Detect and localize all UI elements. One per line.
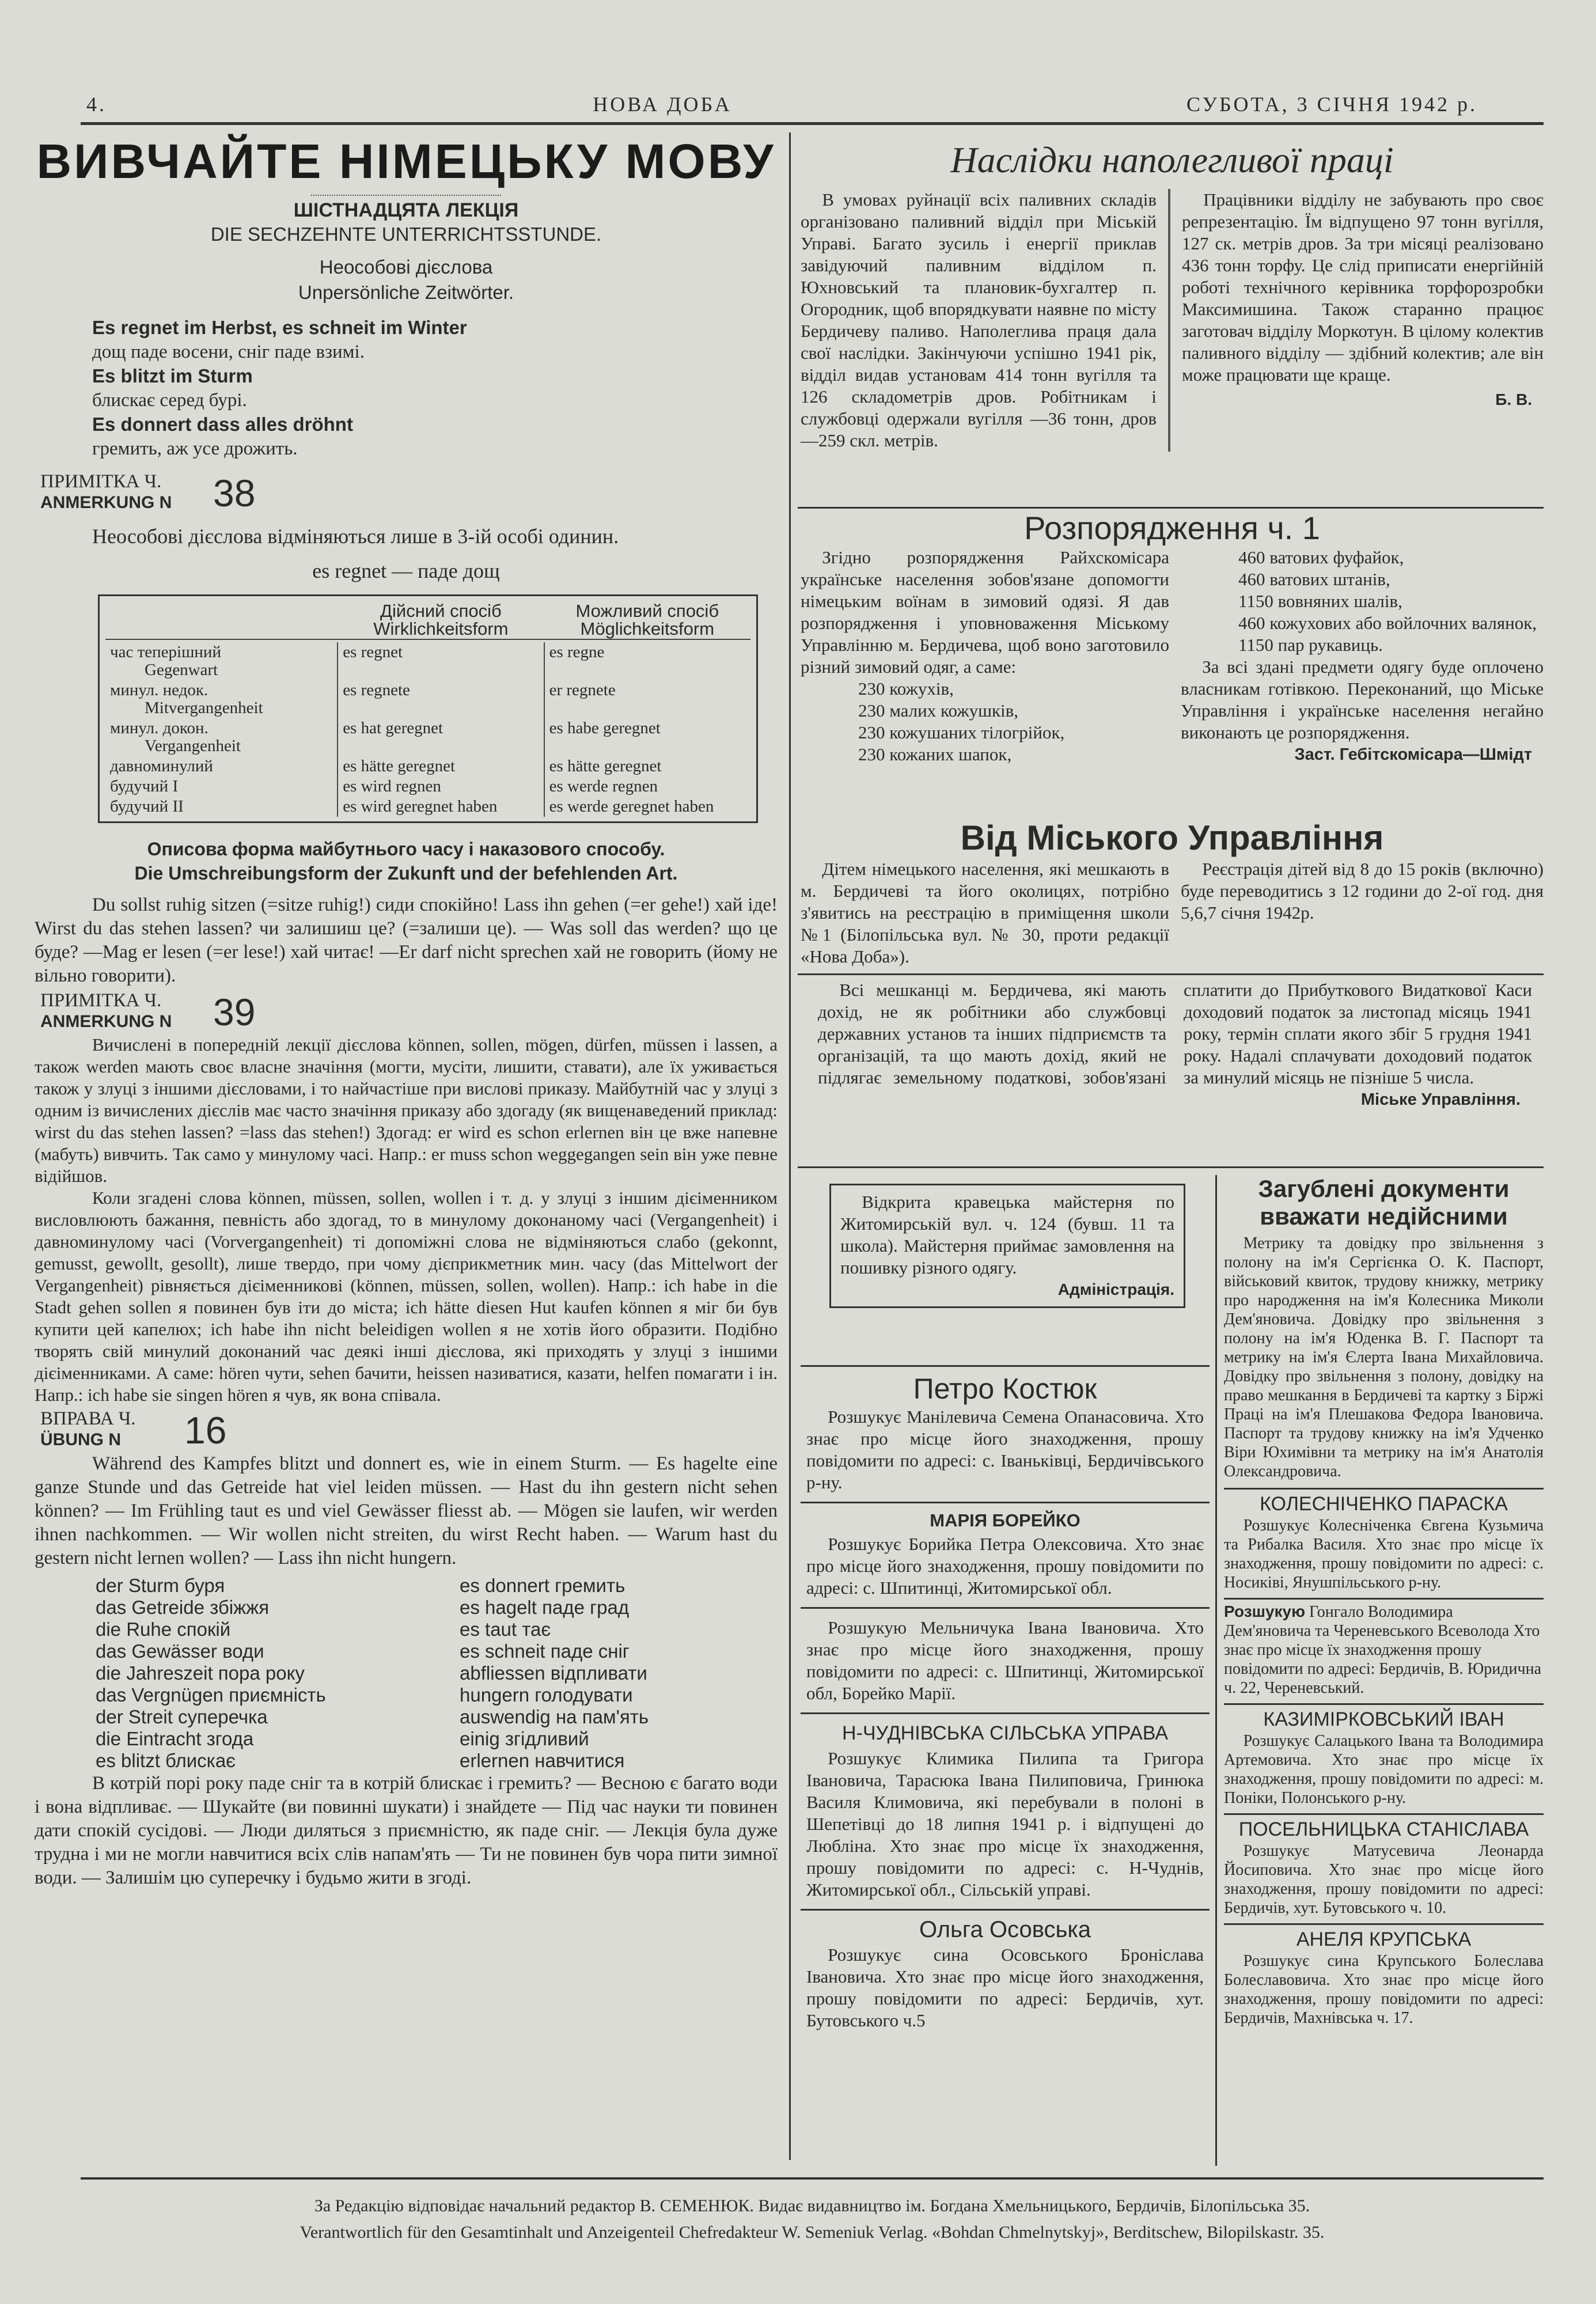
wanted-ad — [801, 1712, 1210, 1909]
example-de: Es regnet im Herbst, es schneit im Winter — [92, 317, 467, 338]
order-signature: Заст. Гебітскомісара—Шмідт — [1294, 745, 1532, 764]
order-item: 230 кожухів, — [858, 679, 954, 699]
vocab-word: hungern голодувати — [460, 1684, 633, 1706]
german-lesson — [35, 134, 778, 1890]
vocab-word: auswendig на пам'ять — [460, 1706, 649, 1727]
lost-docs-text: Метрику та довідку про звільнення з полону на ім'я Сергієнка О. К. Паспорт, військовий квиток, трудову книжку, метрику про народження на ім'я Колесника Миколи Дем'яновича. Довідку про звільнення з полону на ім'я Юденка В. Г. Паспорт та метрику на ім'я Єлерта Івана Михайловича. Довідку про звільнення з полону, довідку на право мешкання в Бердичеві та картку з Біржі Праці на ім'я Плешакова Федора Івановича. Паспорт та трудову книжку на ім'я Удченко Віри Юхимівни та метрику на ім'я Анатолія Олександровича. — [1224, 1234, 1544, 1480]
vocab-row — [92, 1750, 652, 1772]
topic-de: Unpersönliche Zeitwörter. — [298, 282, 514, 303]
wanted-ad-title: МАРІЯ БОРЕЙКО — [930, 1510, 1081, 1530]
order-item: 230 кожушаних тілогрійок, — [858, 722, 1065, 742]
order-item: 460 кожухових або войлочних валянок, — [1238, 613, 1537, 633]
vocab-row — [92, 1662, 652, 1684]
vocab-word: es schneit паде сніг — [460, 1640, 630, 1662]
title-divider — [311, 195, 501, 196]
vocab-row — [92, 1728, 652, 1750]
exercise-heading — [35, 1408, 778, 1452]
wanted-ad — [801, 1607, 1210, 1712]
note-label: ПРИМІТКА Ч. — [40, 990, 162, 1011]
tailor-ad — [829, 1184, 1185, 1308]
table-cell: es habe geregnet — [544, 718, 750, 756]
table-row — [105, 718, 750, 756]
table-row — [105, 756, 750, 776]
vocab-word: das Gewässer води — [96, 1640, 264, 1662]
order-item: 1150 пар рукавиць. — [1238, 635, 1383, 655]
table-cell: es regnete — [338, 680, 544, 718]
fuel-signature: Б. В. — [1495, 391, 1532, 408]
vocab-word: es blitzt блискає — [96, 1750, 236, 1771]
fuel-article — [801, 137, 1544, 452]
wanted-ad-text: Розшукує Климика Пилипа та Григора Івановича, Тарасюка Івана Пилиповича, Гринюка Василя Климовича, які перебували в полоні в Шепетівці до 18 липня 1941 р. і відпущені до Любліна. Хто знає про місце їх знаходження, прошу повідомити по адресі: с. Н-Чуднів, Житомирської обл., Сільській управі. — [806, 1748, 1204, 1900]
small-ad-title: КАЗИМІРКОВСЬКИЙ ІВАН — [1263, 1708, 1504, 1730]
table-cell: es hätte geregnet — [338, 756, 544, 776]
table-cell: es regnet — [338, 642, 544, 680]
vocab-row — [92, 1597, 652, 1619]
conjugation-table — [98, 594, 758, 823]
wanted-ad — [801, 1365, 1210, 1502]
lost-docs-title: Загублені документи вважати недійсними — [1258, 1175, 1510, 1230]
tense-label-de: Vergangenheit — [145, 737, 241, 755]
wanted-ad-text: Розшукує Манілевича Семена Опанасовича. Хто знає про місце його знаходження, прошу повідомити по адресі: с. Іваньківці, Бердичівського р-ну. — [806, 1407, 1204, 1492]
wanted-ad-title: Ольга Осовська — [919, 1917, 1091, 1942]
example-de: Es blitzt im Sturm — [92, 365, 253, 386]
vocab-word: es hagelt паде град — [460, 1597, 630, 1618]
city-announcement — [801, 818, 1544, 968]
exercise-text-ua: В котрій порі року паде сніг та в котрій блискає і гремить? — Весною є багато води і вона відпливає. — Шукайте (ви повинні шукати) і знайдете — Під час науки ти повинен дати спокій сусідові. — Люди диляться з приємністю, як паде сніг. — Лекція була дуже трудна і ми не могли навчитися всіх слів напам'ять — Ти не повинен був чора пити зимної води. — Залишім цю суперечку і будьмо жити в згоді. — [35, 1773, 778, 1888]
wanted-ad-title: Н-ЧУДНІВСЬКА СІЛЬСЬКА УПРАВА — [842, 1722, 1168, 1744]
col-header-indicative: Дійсний спосіб — [380, 601, 502, 621]
small-ad — [1224, 1703, 1544, 1807]
order-text: Згідно розпорядження Райхскомісара українське населення зобов'язане допомогти німецьким воїнам в зимовий одязі. Я дав розпорядження і уповноваження Міському Управлінню м. Бердичева, щоб воно заготовило різний зимовий одяг, а саме: — [801, 547, 1169, 677]
column-divider — [1215, 1175, 1217, 2166]
wanted-ad-text: Розшукує Борийка Петра Олексовича. Хто знає про місце його знаходження, прошу повідомити по адресі: с. Шпитинці, Житомирської обл. — [806, 1534, 1204, 1598]
tax-notice — [818, 979, 1532, 1111]
tailor-signature: Адміністрація. — [1057, 1280, 1174, 1298]
tense-label: минул. докон. — [110, 719, 208, 737]
vocab-word: das Vergnügen приємність — [96, 1684, 326, 1706]
vocab-word: die Ruhe спокій — [96, 1619, 231, 1640]
small-ad-title: ПОСЕЛЬНИЦЬКА СТАНІСЛАВА — [1238, 1818, 1529, 1840]
table-cell: es hat geregnet — [338, 718, 544, 756]
wanted-ad-text: Розшукую Мельничука Івана Івановича. Хто знає про місце його знаходження, прошу повідомити по адресі: с. Шпитинці, Житомирської обл, Борейко Марії. — [806, 1617, 1204, 1703]
note-38-example: es regnet — паде дощ — [312, 559, 500, 582]
small-ad — [1224, 1923, 1544, 2028]
table-cell: er regnete — [544, 680, 750, 718]
tailor-text: Відкрита кравецька майстерня по Житомирській вул. ч. 124 (бувш. 11 та школа). Майстерня приймає замовлення на пошивку різного одягу. — [840, 1192, 1174, 1278]
col-header-subjunctive: Можливий спосіб — [575, 601, 719, 621]
future-heading-de: Die Umschreibungsform der Zukunft und der befehlenden Art. — [134, 863, 678, 884]
newspaper-name: НОВА ДОБА — [593, 93, 732, 116]
fuel-text-col2: Працівники відділу не забувають про своє репрезентацію. Їм відпущено 97 тонн вугілля, 127 ск. метрів дров. За три місяці реалізовано 436 тонн торфу. Це слід приписати енергійній роботі технічного керівника торфорозробки Максимишина. Також старанно працює заготовач відділу Моркотун. В цілому колектив паливного відділу — здібний колектив; але він може працювати ще краще. — [1182, 190, 1544, 385]
table-cell: es wird geregnet haben — [338, 797, 544, 817]
small-ad-title: КОЛЕСНІЧЕНКО ПАРАСКА — [1260, 1493, 1508, 1515]
vocab-word: die Jahreszeit пора року — [96, 1662, 305, 1684]
column-divider — [789, 132, 791, 2160]
note-39-heading — [35, 990, 778, 1034]
example-ua: дощ паде восени, сніг паде взимі. — [92, 342, 365, 362]
note-number: 38 — [213, 472, 256, 514]
section-rule — [798, 973, 1544, 975]
col-header-indicative-de: Wirklichkeitsform — [373, 619, 509, 639]
lesson-number-de: DIE SECHZEHNTE UNTERRICHTSSTUNDE. — [210, 223, 602, 245]
note-number: 39 — [213, 991, 256, 1033]
note-38-heading — [35, 471, 778, 515]
vocab-word: der Streit суперечка — [96, 1706, 268, 1727]
vocabulary-table — [92, 1575, 652, 1772]
tense-label-de: Mitvergangenheit — [145, 699, 263, 717]
city-headline: Від Міського Управління — [960, 818, 1384, 857]
order-announcement — [801, 510, 1544, 766]
lesson-headline: ВИВЧАЙТЕ НІМЕЦЬКУ МОВУ — [36, 134, 776, 188]
small-ad — [1224, 1598, 1544, 1697]
city-text-col1: Дітем німецького населення, які мешкають в м. Бердичеві та його околицях, потрібно з'явитись на реєстрацію в приміщення школи №1 (Білопільська вул. № 30, проти редакції «Нова Доба»). — [801, 859, 1169, 967]
table-cell: es werde geregnet haben — [544, 797, 750, 817]
tax-text: Всі мешканці м. Бердичева, які мають дохід, не як робітники або службовці державних установ та інших підприємств та організацій, та що мають дохід, який не підлягає земельному податкові, зобов'язані сплатити до Прибуткового Видаткової Каси доходовий податок за листопад місяць 1941 року, термін сплати якого збіг 5 грудня 1941 року. Надалі сплачувати доходовий податок за минулий місяць не пізніше 5 числа. — [818, 980, 1532, 1087]
future-text: Du sollst ruhig sitzen (=sitze ruhig!) сиди спокійно! Lass ihn gehen (=er gehe!) хай іде! Wirst du das stehen lassen? чи залишиш це? (=залиши це). — Was soll das werden? що це буде? —Mag er lesen (=er lese!) хай читає! —Er darf nicht sprechen хай не говорить (йому не вільно говорити). — [35, 895, 778, 986]
wanted-ad — [801, 1502, 1210, 1607]
examples-block — [92, 316, 778, 461]
page-number: 4. — [86, 93, 107, 116]
footer-rule — [81, 2177, 1544, 2180]
lesson-number-ua: ШІСТНАДЦЯТА ЛЕКЦІЯ — [293, 199, 519, 221]
tense-label: будучий I — [110, 777, 179, 795]
vocab-word: abfliessen відпливати — [460, 1662, 647, 1684]
small-ad-text: Розшукує Матусевича Леонарда Йосиповича. Хто знає про місце його знаходження, прошу повідомити по адресі: Бердичів, хут. Бутовського ч. 10. — [1224, 1842, 1544, 1917]
small-ad-text: Розшукує Салацького Івана та Володимира Артемовича. Хто знає про місце їх знаходження, прошу повідомити по адресі: м. Поніки, Полонського р-ну. — [1224, 1732, 1544, 1807]
vocab-word: der Sturm буря — [96, 1575, 225, 1596]
issue-date: СУБОТА, 3 СІЧНЯ 1942 р. — [1186, 93, 1478, 116]
vocab-word: es donnert гремить — [460, 1575, 625, 1596]
vocab-row — [92, 1684, 652, 1706]
vocab-word: das Getreide збіжжя — [96, 1597, 270, 1618]
small-ad-text: Розшукує сина Крупського Болеслава Болеславовича. Хто знає про місце його знаходження, прошу повідомити по адресі: Бердичів, Махнівська ч. 17. — [1224, 1952, 1544, 2027]
tense-label-de: Gegenwart — [145, 661, 218, 679]
vocab-row — [92, 1640, 652, 1662]
exercise-label-de: ÜBUNG N — [40, 1430, 121, 1449]
note-39-paragraph: Коли згадені слова können, müssen, sollen, wollen і т. д. у злуці з іншим дієіменником висловлюють бажання, певність або здогад, то в минулому доконаному часі (Vergangenheit) і давноминулому часі (Vorvergangenheit) ті допоміжні слова не відміняються слабо (gekonnt, gemusst, gewollt, gesollt), лише твердо, при чому дієприкметник мин. часу (das Mittelwort der Vergangenheit) рівняється дієіменникові (können, müssen, sollen, wollen). Напр.: ich habe in die Stadt gehen sollen я повинен був іти до міста; ich hätte diesen Hut kaufen können я міг би був купити цей капелюх; ich habe ihn nicht beleidigen wollen я не хотів його образити. Подібно творять свій минулий доконаний час деякі інші дієслова, які приходять у злуці з іншими дієіменниками. А саме: hören чути, sehen бачити, heissen називатися, казати, helfen помагати і ін. Напр.: ich habe sie singen hören я чув, як вона співала. — [35, 1188, 778, 1405]
note-label-de: ANMERKUNG N — [40, 493, 172, 512]
exercise-text: Während des Kampfes blitzt und donnert es, wie in einem Sturm. — Es hagelte eine ganze Stunde und das Getreide hat viel leiden müssen. — Hast du ihn gestern nicht sehen können? — Im Frühling taut es und viel Gewässer fliesst ab. — Mögen sie laufen, wir werden ihnen nachkommen. — Wir wollen nicht streiten, du wirst Recht haben. — Warum hast du gestern nicht lernen wollen? — Lass ihn nicht hungern. — [35, 1453, 778, 1568]
example-ua: гремить, аж усе дрожить. — [92, 438, 298, 459]
topic-ua: Неособові дієслова — [319, 256, 493, 278]
vocab-word: einig згідливий — [460, 1728, 589, 1749]
table-cell: es regne — [544, 642, 750, 680]
section-rule — [798, 1166, 1544, 1168]
section-rule — [798, 507, 1544, 509]
order-item: 460 ватових фуфайок, — [1238, 547, 1404, 567]
footer-imprint-de: Verantwortlich für den Gesamtinhalt und Anzeigenteil Chefredakteur W. Semeniuk Verlag. «Bohdan Chmelnytskyj», Berditschew, Bilopilskastr. 35. — [300, 2223, 1325, 2242]
footer-imprint-ua: За Редакцію відповідає начальний редактор В. СЕМЕНЮК. Видає видавництво ім. Богдана Хмельницького, Бердичів, Білопільська 35. — [314, 2196, 1310, 2215]
future-heading-ua: Описова форма майбутнього часу і наказового способу. — [147, 839, 665, 859]
note-label-de: ANMERKUNG N — [40, 1012, 172, 1031]
small-ad-text: Гонгало Володимира Дем'яновича та Череневського Всеволода Хто знає про місце їх знаходження прошу повідомити по адресі: Бердичів, В. Юридична ч. 22, Череневський. — [1224, 1603, 1542, 1697]
order-item: 230 малих кожушків, — [858, 700, 1019, 721]
vocab-row — [92, 1575, 652, 1597]
small-ad — [1224, 1813, 1544, 1918]
fuel-headline: Наслідки наполегливої праці — [950, 139, 1394, 180]
table-row — [105, 680, 750, 718]
note-38-text: Неособові дієслова відміняються лише в 3-ій особі одинин. — [92, 525, 619, 548]
note-39-paragraph: Вичислені в попередній лекції дієслова können, sollen, mögen, dürfen, müssen і lassen, а також werden мають своє власне значіння (могти, мусіти, лишити, ставати), але їх уживається також у злуці з іншими дієсловами, і то найчастіше при вислові приказу. Майбутній час у злуці з одним із вичислених дієслів має часто значіння приказу або здогаду (як вищенаведений приклад: wirst du das stehen lassen? =lass das stehen!) Здогад: er wird es schon erlernen він це вже напевне (мабуть) вивчить. Так само у минулому часі. Напр.: er muss schon weggegangen sein він уже певне відійшов. — [35, 1034, 778, 1186]
wanted-ad — [801, 1909, 1210, 2036]
vocab-row — [92, 1619, 652, 1640]
small-ad-text: Розшукує Колесніченка Євгена Кузьмича та Рибалка Василя. Хто знає про місце їх знаходження, прошу повідомити по адресі: с. Носиківі, Янушпільського р-ну. — [1224, 1517, 1544, 1591]
header-rule — [81, 122, 1544, 125]
tense-label: час теперішний — [110, 643, 221, 661]
tense-label: будучий II — [110, 797, 184, 816]
wanted-ad-title: Петро Костюк — [913, 1373, 1097, 1405]
table-row — [105, 776, 750, 797]
vocab-word: es taut тає — [460, 1619, 551, 1640]
fuel-text-col1: В умовах руйнації всіх паливних складів організовано паливний відділ при Міській Управі. Багато зусиль і енергії приклав завідуючий паливним відділом п. Юхновський та плановик-бухгалтер п. Огородник, щоб впорядкувати наявне по місту Бердичеву паливо. Наполеглива праця дала свої наслідки. Закінчуючи успішно 1941 рік, відділ видав установам 414 тонн вугілля та 126 складометрів дров. Робітникам і службовці одержали вугілля —36 тонн, дров—259 скл. метрів. — [801, 190, 1157, 450]
note-label: ПРИМІТКА Ч. — [40, 471, 162, 492]
order-item: 460 ватових штанів, — [1238, 569, 1390, 589]
order-headline: Розпорядження ч. 1 — [1024, 510, 1320, 546]
tax-signature: Міське Управління. — [1360, 1090, 1521, 1109]
table-cell: es hätte geregnet — [544, 756, 750, 776]
order-item: 1150 вовняних шалів, — [1238, 591, 1402, 611]
example-ua: блискає серед бурі. — [92, 390, 247, 411]
tense-label: минул. недок. — [110, 681, 208, 699]
table-row — [105, 797, 750, 817]
table-cell: es wird regnen — [338, 776, 544, 797]
order-item: 230 кожаних шапок, — [858, 744, 1012, 764]
small-ad-title: АНЕЛЯ КРУПСЬКА — [1296, 1928, 1472, 1950]
table-cell: es werde regnen — [544, 776, 750, 797]
small-ad-title: Розшукую — [1224, 1602, 1306, 1620]
exercise-label: ВПРАВА Ч. — [40, 1408, 136, 1429]
small-ad — [1224, 1488, 1544, 1592]
tense-label: давноминулий — [110, 757, 213, 775]
table-row — [105, 642, 750, 680]
exercise-number: 16 — [184, 1409, 227, 1452]
example-de: Es donnert dass alles dröhnt — [92, 414, 353, 435]
vocab-word: die Eintracht згода — [96, 1728, 254, 1749]
wanted-ads-column — [801, 1365, 1210, 2036]
wanted-ad-text: Розшукує сина Осовського Броніслава Івановича. Хто знає про місце його знаходження, прошу повідомити по адресі: Бердичів, хут. Бутовського ч.5 — [806, 1945, 1204, 2030]
vocab-word: erlernen навчитися — [460, 1750, 625, 1771]
small-ads-column — [1224, 1175, 1544, 2028]
col-header-subjunctive-de: Möglichkeitsform — [580, 619, 715, 639]
vocab-row — [92, 1706, 652, 1728]
city-text-col2: Реєстрація дітей від 8 до 15 років (включно) буде переводитись з 12 години до 2-ої год. дня 5,6,7 січня 1942р. — [1181, 859, 1544, 923]
order-text: За всі здані предмети одягу буде оплочено власникам готівкою. Переконаний, що Міське Управління і українське населення негайно виконають це розпорядження. — [1181, 657, 1544, 742]
